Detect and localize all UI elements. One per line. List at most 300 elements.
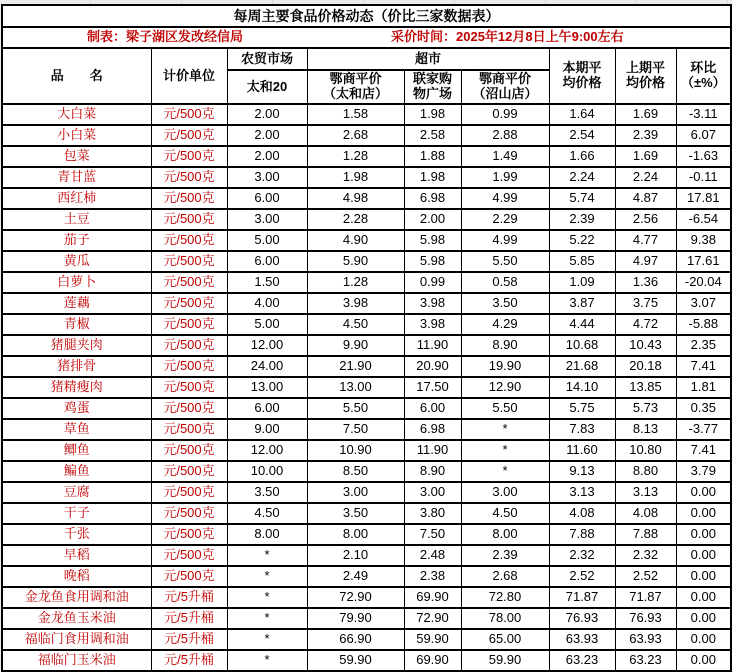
cell-unit: 元/5升桶 <box>151 650 227 671</box>
cell-price-eshang-zhaoshan: 1.49 <box>461 146 549 167</box>
cell-product-name: 鸡蛋 <box>2 398 151 419</box>
cell-price-lianjia: 2.48 <box>404 545 461 566</box>
table-row <box>2 629 731 650</box>
cell-price-taihe20: * <box>227 566 307 587</box>
header-current-avg-line1: 本期平 <box>562 60 602 76</box>
cell-price-taihe20: 2.00 <box>227 146 307 167</box>
cell-mom-change: 0.00 <box>676 608 731 629</box>
table-row <box>2 377 731 398</box>
cell-price-lianjia: 1.98 <box>404 167 461 188</box>
table-maker-label: 制表：梁子湖区发改经信局 <box>87 29 244 44</box>
cell-price-taihe20: 6.00 <box>227 398 307 419</box>
cell-price-taihe20: 3.00 <box>227 167 307 188</box>
cell-unit: 元/500克 <box>151 230 227 251</box>
table-row <box>2 650 731 671</box>
cell-price-taihe20: 4.00 <box>227 293 307 314</box>
cell-unit: 元/500克 <box>151 440 227 461</box>
cell-current-avg: 5.85 <box>549 251 615 272</box>
cell-mom-change: 0.35 <box>676 398 731 419</box>
cell-price-taihe20: * <box>227 650 307 671</box>
price-collection-time-label: 采价时间：2025年12月8日上午9:00左右 <box>391 29 624 44</box>
cell-mom-change: 0.00 <box>676 503 731 524</box>
header-current-avg-line2: 均价格 <box>562 75 602 90</box>
cell-price-lianjia: 2.00 <box>404 209 461 230</box>
cell-price-taihe20: 6.00 <box>227 188 307 209</box>
cell-price-eshang-zhaoshan: 5.50 <box>461 251 549 272</box>
cell-previous-avg: 4.08 <box>615 503 676 524</box>
cell-price-eshang-zhaoshan: * <box>461 419 549 440</box>
cell-price-eshang-zhaoshan: 4.50 <box>461 503 549 524</box>
cell-mom-change: 7.41 <box>676 356 731 377</box>
cell-product-name: 福临门玉米油 <box>2 650 151 671</box>
table-row <box>2 482 731 503</box>
cell-price-taihe20: * <box>227 629 307 650</box>
cell-product-name: 干子 <box>2 503 151 524</box>
cell-previous-avg: 7.88 <box>615 524 676 545</box>
cell-product-name: 金龙鱼玉米油 <box>2 608 151 629</box>
cell-price-lianjia: 5.98 <box>404 230 461 251</box>
cell-price-taihe20: * <box>227 608 307 629</box>
cell-previous-avg: 8.80 <box>615 461 676 482</box>
cell-price-taihe20: 6.00 <box>227 251 307 272</box>
table-row <box>2 524 731 545</box>
cell-price-lianjia: 3.98 <box>404 293 461 314</box>
cell-price-taihe20: 12.00 <box>227 335 307 356</box>
price-table <box>1 4 732 672</box>
cell-current-avg: 4.44 <box>549 314 615 335</box>
cell-price-eshang-taihe: 2.10 <box>307 545 404 566</box>
table-row <box>2 503 731 524</box>
cell-unit: 元/5升桶 <box>151 587 227 608</box>
cell-price-lianjia: 5.98 <box>404 251 461 272</box>
cell-price-eshang-zhaoshan: 1.99 <box>461 167 549 188</box>
cell-price-taihe20: 8.00 <box>227 524 307 545</box>
header-store-lianjia <box>404 70 461 104</box>
cell-price-eshang-taihe: 2.68 <box>307 125 404 146</box>
cell-mom-change: 3.79 <box>676 461 731 482</box>
cell-product-name: 黄瓜 <box>2 251 151 272</box>
cell-product-name: 早稻 <box>2 545 151 566</box>
cell-unit: 元/500克 <box>151 251 227 272</box>
cell-mom-change: 0.00 <box>676 545 731 566</box>
cell-price-eshang-taihe: 10.90 <box>307 440 404 461</box>
cell-unit: 元/500克 <box>151 209 227 230</box>
header-current-avg <box>549 48 615 104</box>
cell-price-taihe20: 13.00 <box>227 377 307 398</box>
cell-price-lianjia: 11.90 <box>404 440 461 461</box>
cell-price-lianjia: 3.98 <box>404 314 461 335</box>
table-row <box>2 356 731 377</box>
cell-mom-change: -0.11 <box>676 167 731 188</box>
cell-price-lianjia: 11.90 <box>404 335 461 356</box>
cell-price-lianjia: 69.90 <box>404 587 461 608</box>
cell-current-avg: 1.64 <box>549 104 615 125</box>
cell-mom-change: -3.11 <box>676 104 731 125</box>
table-row <box>2 587 731 608</box>
cell-mom-change: 17.81 <box>676 188 731 209</box>
cell-current-avg: 71.87 <box>549 587 615 608</box>
cell-price-eshang-taihe: 2.49 <box>307 566 404 587</box>
price-table-body <box>2 104 731 671</box>
cell-previous-avg: 10.43 <box>615 335 676 356</box>
header-store-taihe20: 太和20 <box>227 70 307 104</box>
cell-previous-avg: 2.32 <box>615 545 676 566</box>
header-supermarket: 超市 <box>307 48 549 70</box>
cell-product-name: 包菜 <box>2 146 151 167</box>
header-row-groups <box>2 48 731 70</box>
cell-price-eshang-taihe: 3.00 <box>307 482 404 503</box>
cell-price-lianjia: 69.90 <box>404 650 461 671</box>
header-product-name: 品 名 <box>2 48 151 104</box>
header-store-lianjia-line2: 物广场 <box>412 86 452 101</box>
cell-price-lianjia: 6.00 <box>404 398 461 419</box>
cell-current-avg: 2.52 <box>549 566 615 587</box>
cell-price-eshang-taihe: 21.90 <box>307 356 404 377</box>
header-farmers-market: 农贸市场 <box>227 48 307 70</box>
cell-price-taihe20: 24.00 <box>227 356 307 377</box>
table-row <box>2 272 731 293</box>
cell-price-lianjia: 0.99 <box>404 272 461 293</box>
cell-price-eshang-zhaoshan: 2.88 <box>461 125 549 146</box>
cell-product-name: 茄子 <box>2 230 151 251</box>
cell-price-eshang-zhaoshan: 5.50 <box>461 398 549 419</box>
cell-unit: 元/5升桶 <box>151 629 227 650</box>
cell-previous-avg: 3.13 <box>615 482 676 503</box>
cell-mom-change: 3.07 <box>676 293 731 314</box>
cell-price-eshang-zhaoshan: 2.39 <box>461 545 549 566</box>
table-row <box>2 461 731 482</box>
cell-price-eshang-taihe: 1.58 <box>307 104 404 125</box>
cell-unit: 元/500克 <box>151 146 227 167</box>
table-row <box>2 146 731 167</box>
cell-price-eshang-taihe: 3.98 <box>307 293 404 314</box>
cell-previous-avg: 2.52 <box>615 566 676 587</box>
cell-price-eshang-zhaoshan: 0.99 <box>461 104 549 125</box>
page-title: 每周主要食品价格动态（价比三家数据表） <box>2 5 731 27</box>
cell-price-lianjia: 17.50 <box>404 377 461 398</box>
cell-price-lianjia: 6.98 <box>404 419 461 440</box>
cell-unit: 元/500克 <box>151 461 227 482</box>
header-mom-change-line1: 环比 <box>690 60 717 76</box>
cell-price-taihe20: 1.50 <box>227 272 307 293</box>
cell-price-eshang-zhaoshan: 3.50 <box>461 293 549 314</box>
cell-price-eshang-taihe: 72.90 <box>307 587 404 608</box>
cell-price-lianjia: 1.98 <box>404 104 461 125</box>
cell-price-lianjia: 3.80 <box>404 503 461 524</box>
cell-price-taihe20: 5.00 <box>227 314 307 335</box>
cell-unit: 元/500克 <box>151 272 227 293</box>
cell-unit: 元/500克 <box>151 545 227 566</box>
cell-price-eshang-zhaoshan: * <box>461 440 549 461</box>
cell-price-taihe20: 4.50 <box>227 503 307 524</box>
cell-current-avg: 5.22 <box>549 230 615 251</box>
cell-previous-avg: 1.69 <box>615 104 676 125</box>
cell-unit: 元/500克 <box>151 293 227 314</box>
cell-mom-change: 0.00 <box>676 650 731 671</box>
cell-mom-change: 2.35 <box>676 335 731 356</box>
cell-current-avg: 63.93 <box>549 629 615 650</box>
cell-price-eshang-taihe: 5.90 <box>307 251 404 272</box>
cell-price-eshang-taihe: 9.90 <box>307 335 404 356</box>
cell-current-avg: 2.54 <box>549 125 615 146</box>
cell-product-name: 豆腐 <box>2 482 151 503</box>
cell-previous-avg: 13.85 <box>615 377 676 398</box>
cell-product-name: 白萝卜 <box>2 272 151 293</box>
cell-current-avg: 1.66 <box>549 146 615 167</box>
cell-mom-change: 0.00 <box>676 482 731 503</box>
cell-mom-change: 7.41 <box>676 440 731 461</box>
cell-current-avg: 14.10 <box>549 377 615 398</box>
cell-price-eshang-zhaoshan: 2.29 <box>461 209 549 230</box>
cell-price-eshang-taihe: 4.50 <box>307 314 404 335</box>
cell-unit: 元/500克 <box>151 419 227 440</box>
cell-product-name: 西红柿 <box>2 188 151 209</box>
cell-current-avg: 2.39 <box>549 209 615 230</box>
cell-unit: 元/5升桶 <box>151 608 227 629</box>
cell-product-name: 千张 <box>2 524 151 545</box>
cell-price-eshang-taihe: 4.90 <box>307 230 404 251</box>
table-row <box>2 335 731 356</box>
cell-price-lianjia: 2.58 <box>404 125 461 146</box>
cell-unit: 元/500克 <box>151 356 227 377</box>
cell-unit: 元/500克 <box>151 104 227 125</box>
cell-mom-change: -5.88 <box>676 314 731 335</box>
subtitle-row <box>2 27 731 48</box>
cell-price-eshang-taihe: 8.00 <box>307 524 404 545</box>
cell-price-eshang-taihe: 8.50 <box>307 461 404 482</box>
table-row <box>2 251 731 272</box>
table-row <box>2 230 731 251</box>
cell-product-name: 猪排骨 <box>2 356 151 377</box>
cell-price-taihe20: 2.00 <box>227 125 307 146</box>
cell-unit: 元/500克 <box>151 482 227 503</box>
cell-current-avg: 4.08 <box>549 503 615 524</box>
table-row <box>2 293 731 314</box>
header-store-eshang-taihe-line1: 鄂商平价 <box>329 71 382 87</box>
cell-price-eshang-zhaoshan: 65.00 <box>461 629 549 650</box>
cell-product-name: 鳊鱼 <box>2 461 151 482</box>
cell-price-eshang-taihe: 66.90 <box>307 629 404 650</box>
cell-previous-avg: 1.69 <box>615 146 676 167</box>
cell-price-lianjia: 7.50 <box>404 524 461 545</box>
cell-price-eshang-taihe: 7.50 <box>307 419 404 440</box>
header-store-lianjia-line1: 联家购 <box>412 71 452 87</box>
cell-previous-avg: 4.72 <box>615 314 676 335</box>
cell-current-avg: 7.88 <box>549 524 615 545</box>
cell-price-eshang-zhaoshan: 19.90 <box>461 356 549 377</box>
cell-product-name: 草鱼 <box>2 419 151 440</box>
cell-price-taihe20: 5.00 <box>227 230 307 251</box>
cell-price-eshang-zhaoshan: 8.90 <box>461 335 549 356</box>
cell-price-eshang-zhaoshan: 3.00 <box>461 482 549 503</box>
cell-previous-avg: 71.87 <box>615 587 676 608</box>
table-row <box>2 566 731 587</box>
cell-product-name: 晚稻 <box>2 566 151 587</box>
cell-price-eshang-taihe: 3.50 <box>307 503 404 524</box>
table-row <box>2 398 731 419</box>
cell-product-name: 小白菜 <box>2 125 151 146</box>
cell-unit: 元/500克 <box>151 503 227 524</box>
cell-unit: 元/500克 <box>151 398 227 419</box>
cell-price-lianjia: 3.00 <box>404 482 461 503</box>
header-previous-avg-line2: 均价格 <box>625 75 665 90</box>
cell-price-lianjia: 20.90 <box>404 356 461 377</box>
cell-price-eshang-taihe: 4.98 <box>307 188 404 209</box>
cell-previous-avg: 4.77 <box>615 230 676 251</box>
cell-price-eshang-zhaoshan: 4.99 <box>461 230 549 251</box>
cell-current-avg: 10.68 <box>549 335 615 356</box>
cell-product-name: 金龙鱼食用调和油 <box>2 587 151 608</box>
cell-unit: 元/500克 <box>151 188 227 209</box>
cell-price-eshang-taihe: 1.98 <box>307 167 404 188</box>
cell-price-lianjia: 2.38 <box>404 566 461 587</box>
cell-unit: 元/500克 <box>151 125 227 146</box>
table-row <box>2 419 731 440</box>
cell-mom-change: -20.04 <box>676 272 731 293</box>
cell-unit: 元/500克 <box>151 524 227 545</box>
cell-price-taihe20: 10.00 <box>227 461 307 482</box>
cell-mom-change: 0.00 <box>676 629 731 650</box>
cell-previous-avg: 63.93 <box>615 629 676 650</box>
cell-previous-avg: 2.24 <box>615 167 676 188</box>
cell-mom-change: -3.77 <box>676 419 731 440</box>
cell-previous-avg: 3.75 <box>615 293 676 314</box>
header-store-eshang-taihe-line2: （太和店） <box>322 86 388 101</box>
cell-price-lianjia: 6.98 <box>404 188 461 209</box>
cell-mom-change: 0.00 <box>676 524 731 545</box>
header-previous-avg-line1: 上期平 <box>625 60 665 76</box>
cell-unit: 元/500克 <box>151 314 227 335</box>
cell-price-taihe20: 3.50 <box>227 482 307 503</box>
cell-price-eshang-taihe: 59.90 <box>307 650 404 671</box>
cell-product-name: 莲藕 <box>2 293 151 314</box>
cell-mom-change: 17.61 <box>676 251 731 272</box>
table-row <box>2 545 731 566</box>
table-row <box>2 167 731 188</box>
cell-mom-change: 0.00 <box>676 566 731 587</box>
cell-price-eshang-zhaoshan: 4.29 <box>461 314 549 335</box>
cell-price-taihe20: 3.00 <box>227 209 307 230</box>
cell-current-avg: 21.68 <box>549 356 615 377</box>
header-store-eshang-zhaoshan-line2: （沼山店） <box>472 86 538 101</box>
cell-price-taihe20: * <box>227 545 307 566</box>
header-unit: 计价单位 <box>151 48 227 104</box>
cell-price-eshang-taihe: 2.28 <box>307 209 404 230</box>
cell-price-lianjia: 72.90 <box>404 608 461 629</box>
cell-price-taihe20: 12.00 <box>227 440 307 461</box>
cell-mom-change: 1.81 <box>676 377 731 398</box>
cell-price-eshang-taihe: 1.28 <box>307 272 404 293</box>
cell-product-name: 青甘蓝 <box>2 167 151 188</box>
table-row <box>2 209 731 230</box>
cell-current-avg: 2.32 <box>549 545 615 566</box>
cell-previous-avg: 76.93 <box>615 608 676 629</box>
cell-current-avg: 2.24 <box>549 167 615 188</box>
cell-price-eshang-zhaoshan: 12.90 <box>461 377 549 398</box>
cell-price-eshang-zhaoshan: 72.80 <box>461 587 549 608</box>
header-mom-change-line2: （±%） <box>680 75 726 90</box>
cell-price-eshang-zhaoshan: * <box>461 461 549 482</box>
cell-product-name: 大白菜 <box>2 104 151 125</box>
cell-previous-avg: 20.18 <box>615 356 676 377</box>
cell-price-eshang-zhaoshan: 78.00 <box>461 608 549 629</box>
table-row <box>2 440 731 461</box>
cell-price-eshang-zhaoshan: 0.58 <box>461 272 549 293</box>
cell-current-avg: 63.23 <box>549 650 615 671</box>
cell-price-eshang-taihe: 5.50 <box>307 398 404 419</box>
cell-current-avg: 1.09 <box>549 272 615 293</box>
cell-unit: 元/500克 <box>151 566 227 587</box>
cell-current-avg: 7.83 <box>549 419 615 440</box>
cell-mom-change: 9.38 <box>676 230 731 251</box>
cell-current-avg: 3.87 <box>549 293 615 314</box>
header-store-eshang-taihe <box>307 70 404 104</box>
cell-previous-avg: 63.23 <box>615 650 676 671</box>
cell-current-avg: 3.13 <box>549 482 615 503</box>
cell-current-avg: 76.93 <box>549 608 615 629</box>
cell-price-lianjia: 8.90 <box>404 461 461 482</box>
cell-previous-avg: 5.73 <box>615 398 676 419</box>
cell-unit: 元/500克 <box>151 335 227 356</box>
table-row <box>2 125 731 146</box>
cell-price-eshang-taihe: 13.00 <box>307 377 404 398</box>
cell-previous-avg: 1.36 <box>615 272 676 293</box>
cell-price-eshang-zhaoshan: 2.68 <box>461 566 549 587</box>
cell-product-name: 土豆 <box>2 209 151 230</box>
table-row <box>2 314 731 335</box>
cell-product-name: 猪精瘦肉 <box>2 377 151 398</box>
cell-product-name: 猪腿夹肉 <box>2 335 151 356</box>
title-row <box>2 5 731 27</box>
cell-current-avg: 11.60 <box>549 440 615 461</box>
cell-current-avg: 5.75 <box>549 398 615 419</box>
cell-previous-avg: 2.56 <box>615 209 676 230</box>
cell-previous-avg: 2.39 <box>615 125 676 146</box>
table-row <box>2 608 731 629</box>
subtitle-cell <box>2 27 731 48</box>
cell-product-name: 鲫鱼 <box>2 440 151 461</box>
cell-previous-avg: 4.87 <box>615 188 676 209</box>
cell-price-taihe20: * <box>227 587 307 608</box>
cell-current-avg: 5.74 <box>549 188 615 209</box>
cell-mom-change: 0.00 <box>676 587 731 608</box>
header-store-eshang-zhaoshan <box>461 70 549 104</box>
cell-product-name: 青椒 <box>2 314 151 335</box>
cell-price-taihe20: 9.00 <box>227 419 307 440</box>
cell-price-eshang-taihe: 1.28 <box>307 146 404 167</box>
cell-unit: 元/500克 <box>151 167 227 188</box>
cell-current-avg: 9.13 <box>549 461 615 482</box>
header-previous-avg <box>615 48 676 104</box>
cell-unit: 元/500克 <box>151 377 227 398</box>
header-store-eshang-zhaoshan-line1: 鄂商平价 <box>478 71 531 87</box>
cell-price-taihe20: 2.00 <box>227 104 307 125</box>
header-mom-change <box>676 48 731 104</box>
cell-price-lianjia: 1.88 <box>404 146 461 167</box>
cell-previous-avg: 8.13 <box>615 419 676 440</box>
cell-product-name: 福临门食用调和油 <box>2 629 151 650</box>
table-row <box>2 104 731 125</box>
cell-mom-change: -1.63 <box>676 146 731 167</box>
cell-previous-avg: 4.97 <box>615 251 676 272</box>
cell-price-eshang-taihe: 79.90 <box>307 608 404 629</box>
cell-mom-change: -6.54 <box>676 209 731 230</box>
cell-price-eshang-zhaoshan: 8.00 <box>461 524 549 545</box>
cell-price-eshang-zhaoshan: 4.99 <box>461 188 549 209</box>
cell-previous-avg: 10.80 <box>615 440 676 461</box>
cell-price-lianjia: 59.90 <box>404 629 461 650</box>
cell-mom-change: 6.07 <box>676 125 731 146</box>
